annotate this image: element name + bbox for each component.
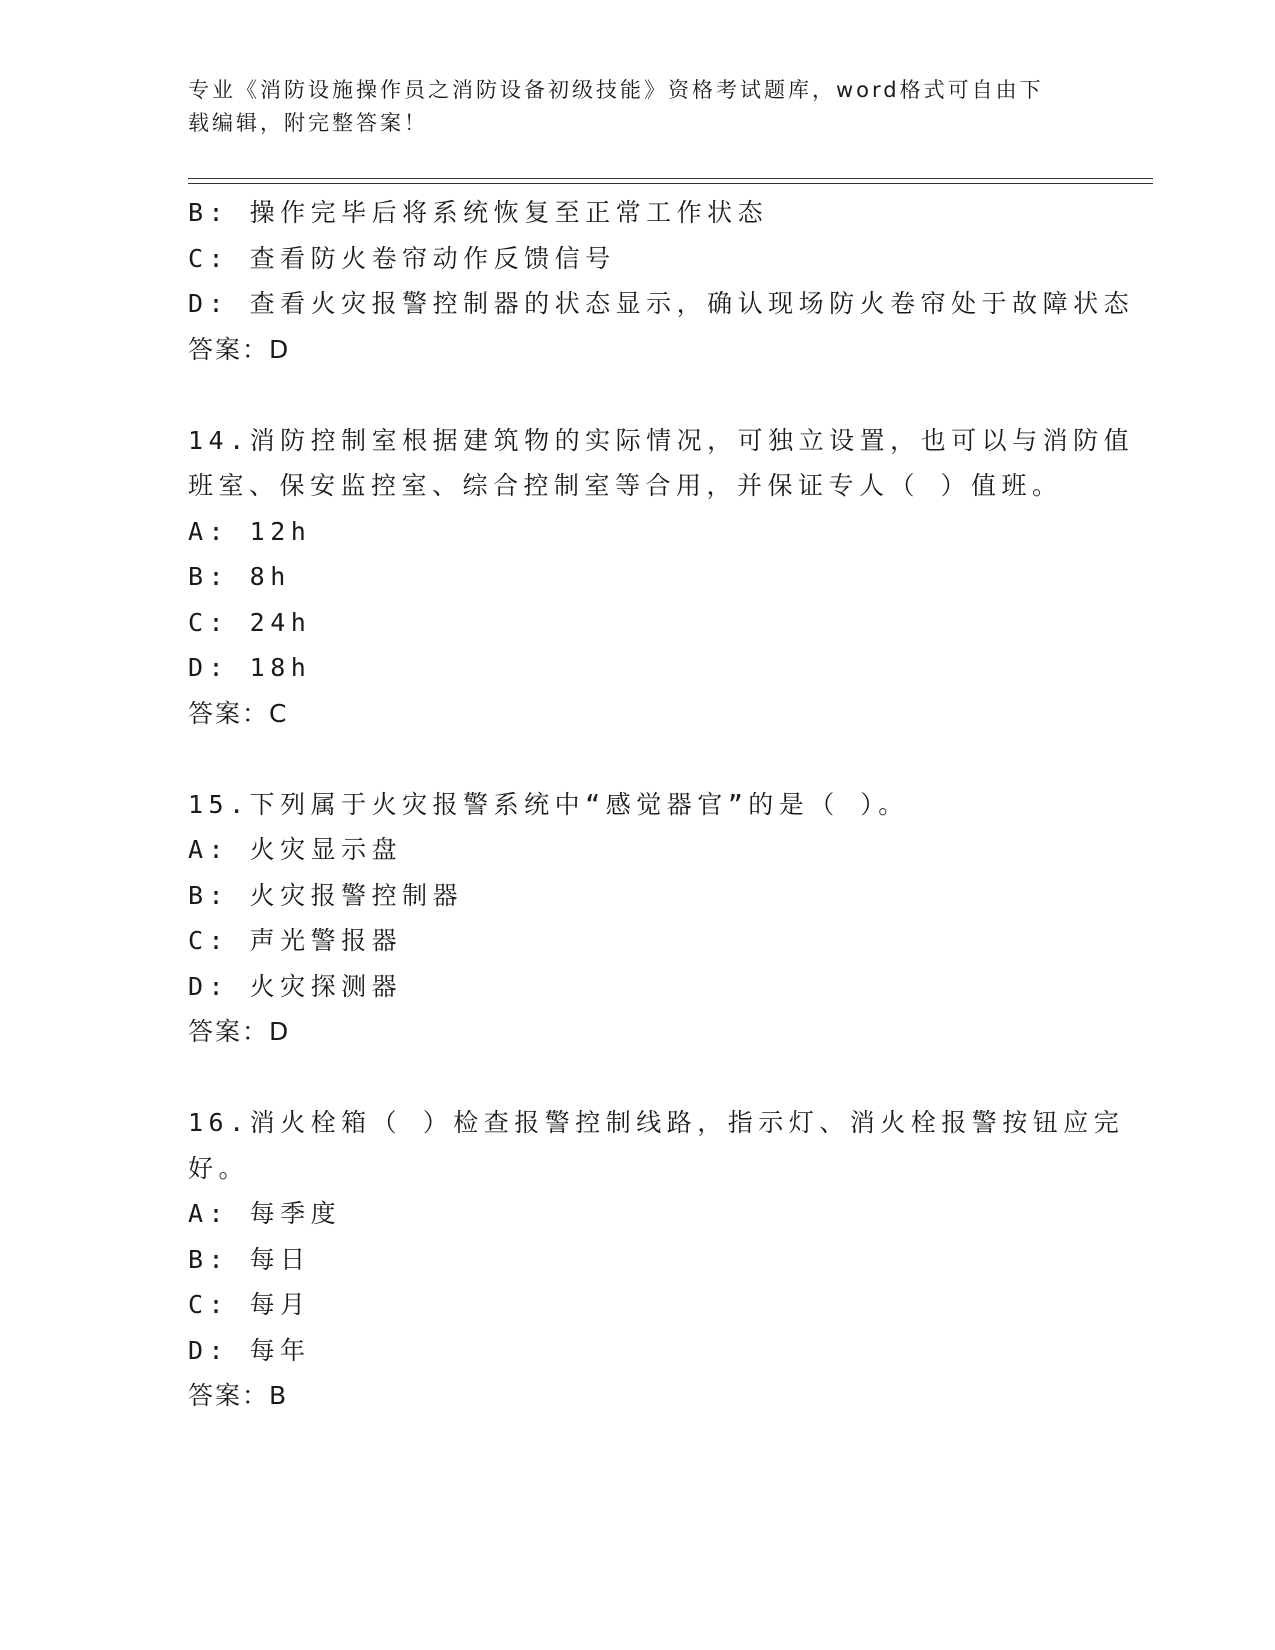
spacer [188,372,1088,418]
question-15 [188,782,1088,1055]
header-divider-bottom [188,183,1153,184]
header-divider-top [188,178,1153,179]
q14-answer: 答案：C [188,698,289,728]
q14-stem-line-1: 14.消防控制室根据建筑物的实际情况，可独立设置，也可以与消防值 [188,425,1135,455]
q13-option-d: D: 查看火灾报警控制器的状态显示，确认现场防火卷帘处于故障状态 [188,289,1135,318]
q16-answer: 答案：B [188,1381,289,1410]
q13-answer: 答案：D [188,334,291,364]
q13-option-c: C: 查看防火卷帘动作反馈信号 [188,243,616,273]
question-16 [188,1100,1125,1419]
document-header [188,74,1068,140]
q14-option-b: B: 8h [188,562,291,591]
q16-option-b: B: 每日 [188,1244,311,1274]
q16-option-a: A: 每季度 [188,1199,342,1228]
q16-option-c: C: 每月 [188,1290,311,1319]
question-list [188,190,1135,1419]
q16-stem-line-2: 好。 [188,1153,250,1183]
q14-option-c: C: 24h [188,607,312,637]
q15-option-d: D: 火灾探测器 [188,971,403,1001]
q15-stem-line-1: 15.下列属于火灾报警系统中“感觉器官”的是（ ）。 [188,789,909,819]
spacer [188,736,1088,782]
q16-stem-line-1: 16.消火栓箱（ ）检查报警控制线路，指示灯、消火栓报警按钮应完 [188,1108,1125,1137]
q15-option-b: B: 火灾报警控制器 [188,880,464,910]
header-line-2: 载编辑，附完整答案！ [188,111,428,135]
q15-option-a: A: 火灾显示盘 [188,835,403,864]
q13-option-b: B: 操作完毕后将系统恢复至正常工作状态 [188,198,769,227]
question-14 [188,418,1135,737]
q15-answer: 答案：D [188,1017,291,1046]
spacer [188,1055,1088,1101]
header-line-1: 专业《消防设施操作员之消防设备初级技能》资格考试题库，word格式可自由下 [188,78,1044,102]
q16-option-d: D: 每年 [188,1335,311,1365]
q15-option-c: C: 声光警报器 [188,926,403,955]
q14-stem-line-2: 班室、保安监控室、综合控制室等合用，并保证专人（ ）值班。 [188,471,1063,500]
q14-option-a: A: 12h [188,516,312,546]
question-13-tail [188,190,1135,372]
q14-option-d: D: 18h [188,653,312,682]
